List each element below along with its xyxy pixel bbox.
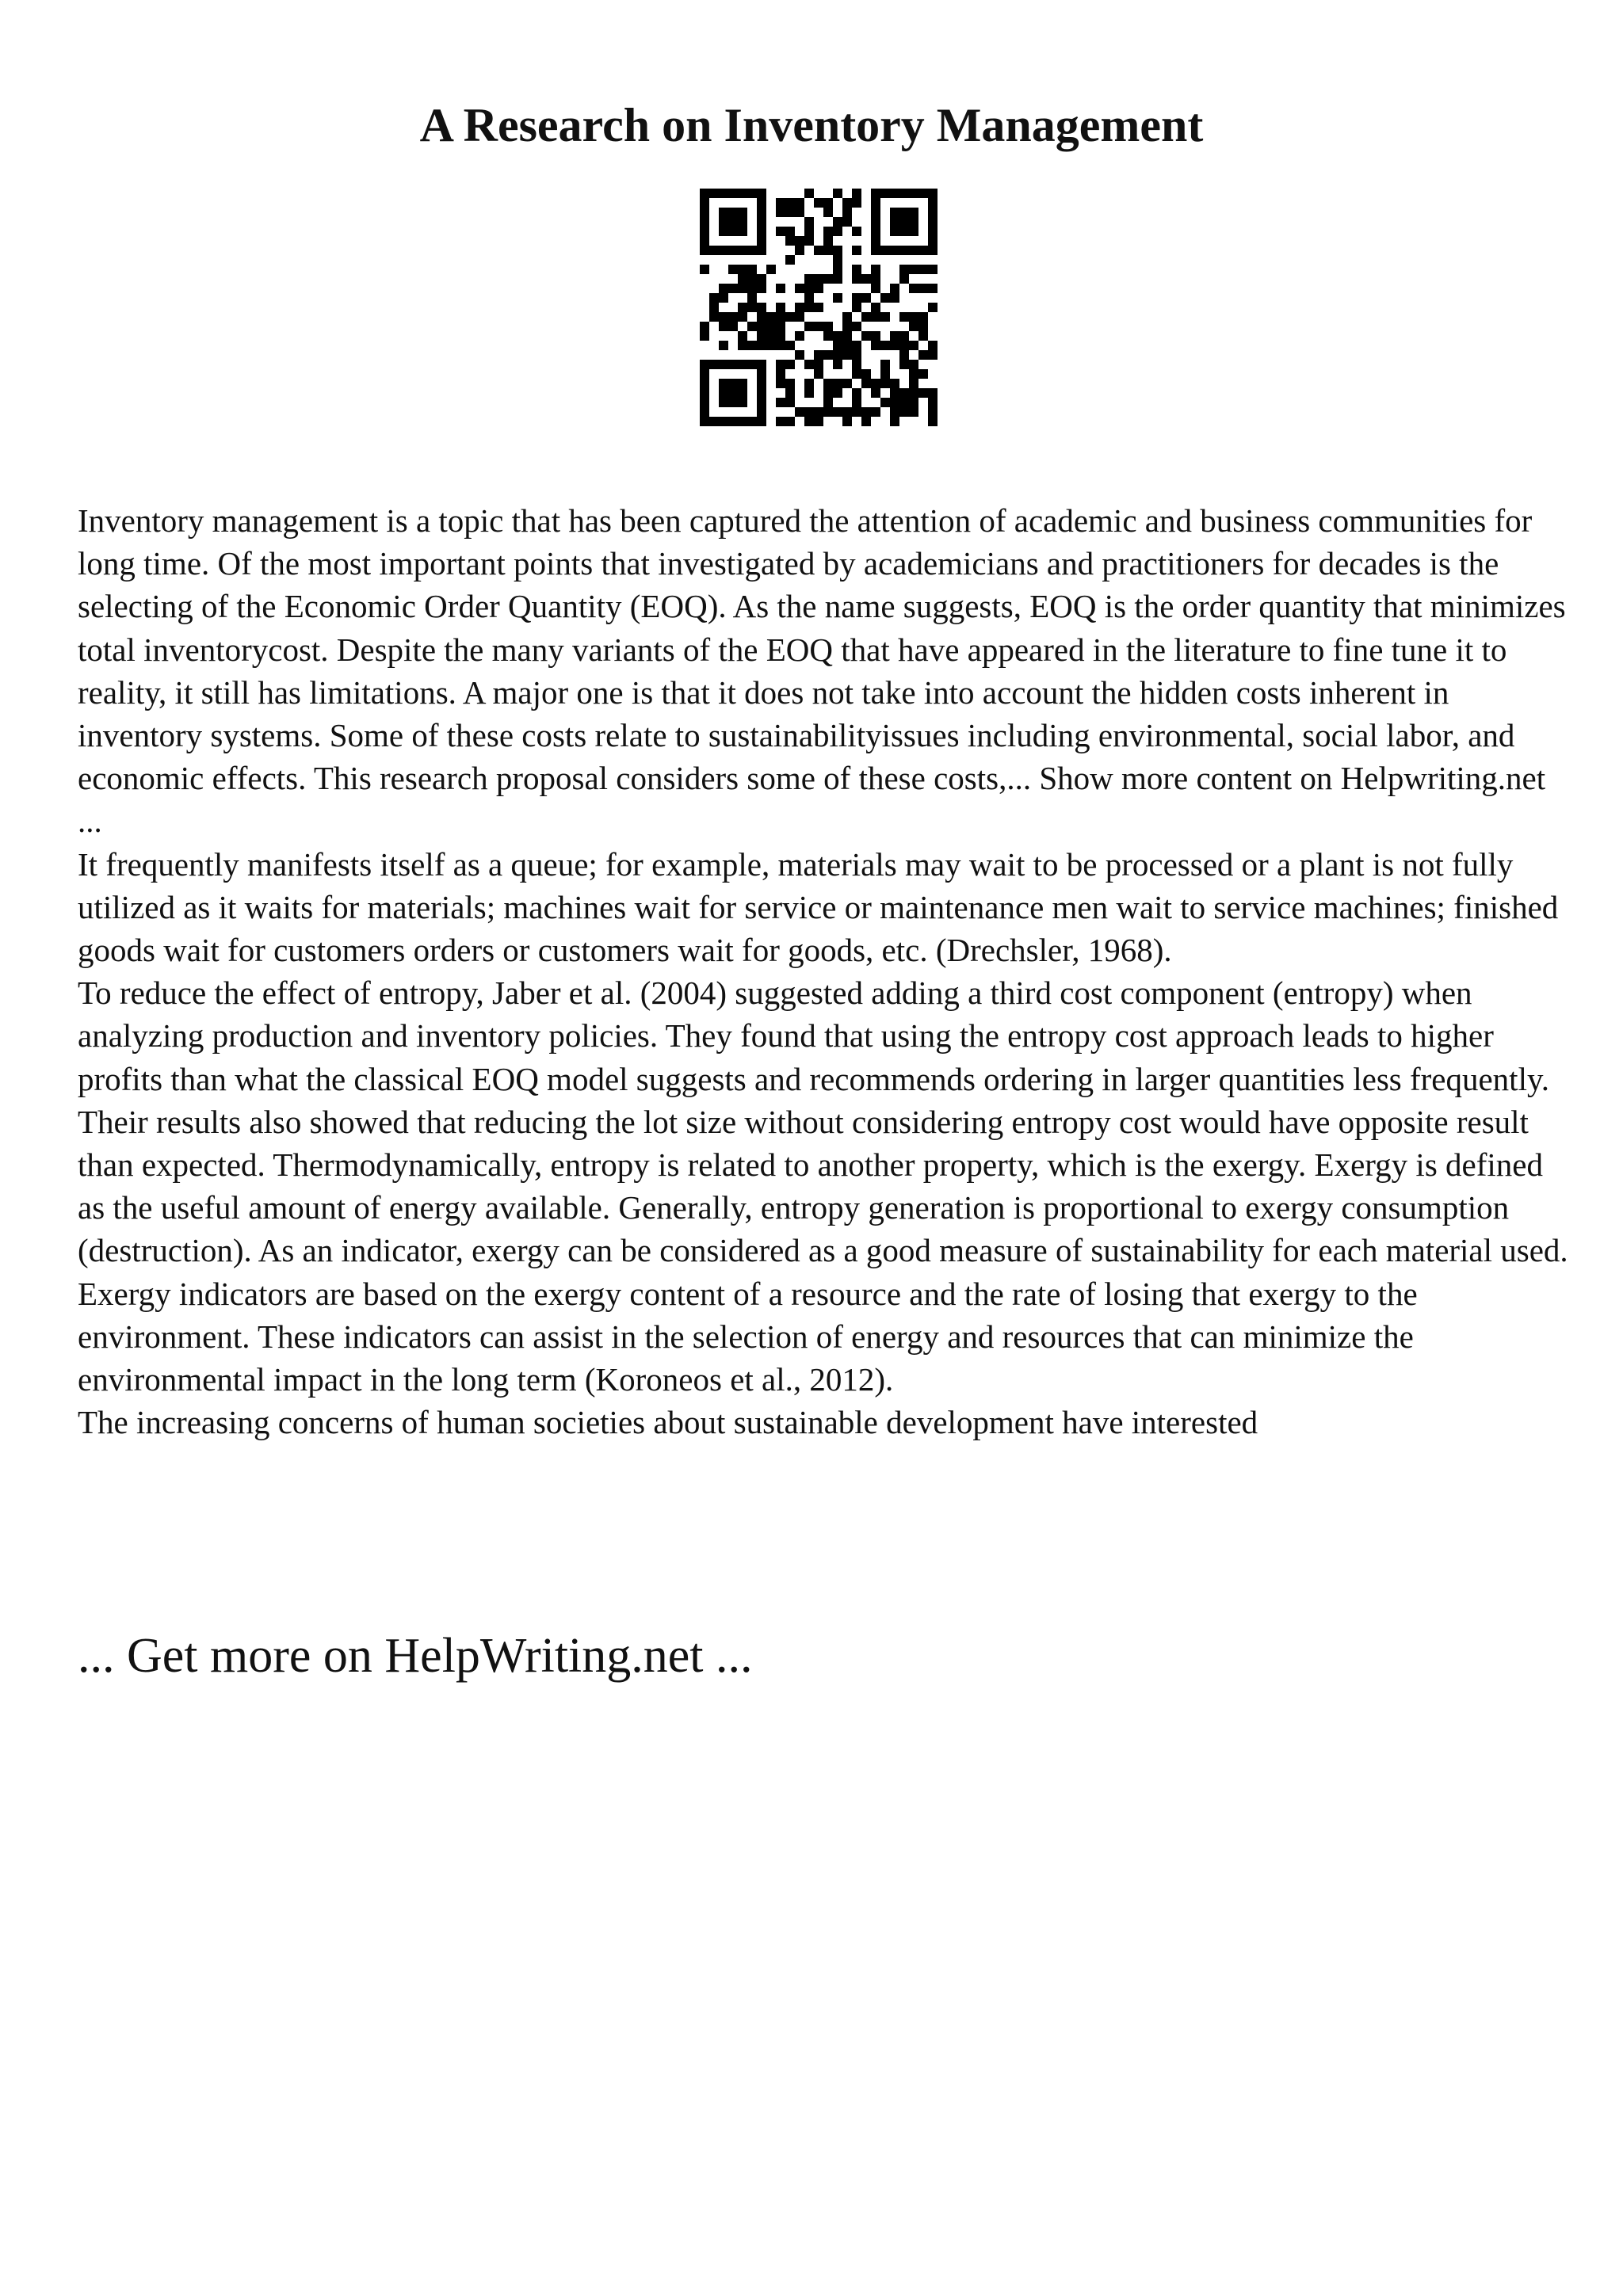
paragraph-1: Inventory management is a topic that has been captured the attention of academic and business communities for long time. Of the most important points that investigated by academicians and practitioners for decades is the selecting of the Economic Order Quantity (EOQ). As the name suggests, EOQ is the order quantity that minimizes total inventorycost. Despite the many variants of the EOQ that have appeared in the literature to fine tune it to reality, it still has limitations. A major one is that it does not take into account the hidden costs inherent in inventory systems. Some of these costs relate to sustainabilityissues including environmental, social labor, and economic effects. This research proposal considers some of these costs,... Show more content on Helpwriting.net ... — [78, 502, 1566, 840]
body-text — [78, 499, 1575, 1444]
paragraph-4: The increasing concerns of human societies about sustainable development have interested — [78, 1404, 1258, 1441]
page-title: A Research on Inventory Management — [419, 99, 1204, 151]
get-more-link[interactable]: ... Get more on HelpWriting.net ... — [78, 1629, 753, 1683]
qr-code-graphic — [700, 189, 938, 426]
qr-code-icon — [700, 189, 938, 426]
paragraph-2: It frequently manifests itself as a queue; for example, materials may wait to be processed or a plant is not fully utilized as it waits for materials; machines wait for service or maintenance men wait to service machines; finished goods wait for customers orders or customers wait for goods, etc. (Drechsler, 1968). — [78, 845, 1559, 969]
paragraph-3: To reduce the effect of entropy, Jaber et al. (2004) suggested adding a third cost component (entropy) when analyzing production and inventory policies. They found that using the entropy cost approach leads to higher profits than what the classical EOQ model suggests and recommends ordering in larger quantities less frequently. Their results also showed that reducing the lot size without considering entropy cost would have opposite result than expected. Thermodynamically, entropy is related to another property, which is the exergy. Exergy is defined as the useful amount of energy available. Generally, entropy generation is proportional to exergy consumption (destruction). As an indicator, exergy can be considered as a good measure of sustainability for each material used. Exergy indicators are based on the exergy content of a resource and the rate of losing that exergy to the environment. These indicators can assist in the selection of energy and resources that can minimize the environmental impact in the long term (Koroneos et al., 2012). — [78, 974, 1568, 1398]
